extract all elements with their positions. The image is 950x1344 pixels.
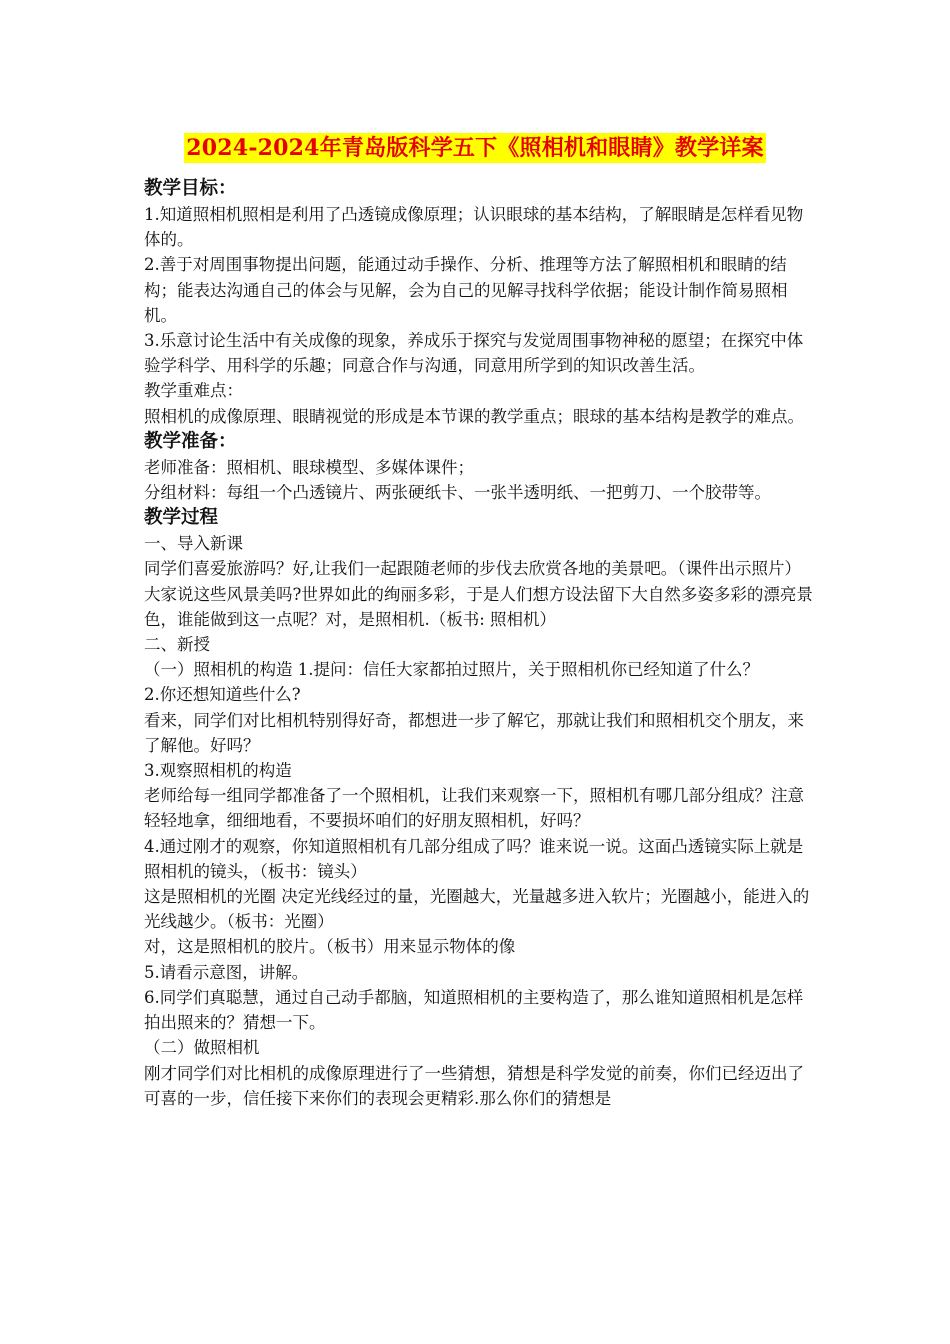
paragraph: 看来，同学们对比相机特别得好奇，都想进一步了解它，那就让我们和照相机交个朋友，来了解他。好吗？ [144,710,804,755]
paragraph: 教学重难点： [144,381,243,401]
paragraph: 4.通过刚才的观察，你知道照相机有几部分组成了吗？谁来说一说。这面凸透镜实际上就是照相机的镜头，（板书：镜头） [144,836,804,881]
paragraph: 一、导入新课 [144,534,243,554]
paragraph: 1.知道照相机照相是利用了凸透镜成像原理；认识眼球的基本结构，了解眼睛是怎样看见物体的。 [144,205,804,250]
section-heading: 教学准备： [144,430,237,452]
document-title: 2024-2024年青岛版科学五下《照相机和眼睛》教学详案 [186,135,764,161]
paragraph: 二、新授 [144,635,210,655]
paragraph: 分组材料：每组一个凸透镜片、两张硬纸卡、一张半透明纸、一把剪刀、一个胶带等。 [144,483,771,503]
paragraph: 2.善于对周围事物提出问题，能通过动手操作、分析、推理等方法了解照相机和眼睛的结构；能表达沟通自己的体会与见解，会为自己的见解寻找科学依据；能设计制作简易照相机。 [144,255,788,325]
paragraph: 5.请看示意图，讲解。 [144,962,309,982]
paragraph: 同学们喜爱旅游吗？好,让我们一起跟随老师的步伐去欣赏各地的美景吧。（课件出示照片）大家说这些风景美吗?世界如此的绚丽多彩，于是人们想方设法留下大自然多姿多彩的漂亮景色，谁能做到这一点呢？对，是照相机.（板书: 照相机） [144,559,813,629]
paragraph: 3.观察照相机的构造 [144,761,292,781]
paragraph: 3.乐意讨论生活中有关成像的现象，养成乐于探究与发觉周围事物神秘的愿望；在探究中体验学科学、用科学的乐趣；同意合作与沟通，同意用所学到的知识改善生活。 [144,331,804,376]
paragraph: （一）照相机的构造 1.提问：信任大家都拍过照片，关于照相机你已经知道了什么？ [144,660,759,680]
paragraph: 刚才同学们对比相机的成像原理进行了一些猜想，猜想是科学发觉的前奏，你们已经迈出了可喜的一步，信任接下来你们的表现会更精彩.那么你们的猜想是 [144,1063,804,1108]
paragraph: 照相机的成像原理、眼睛视觉的形成是本节课的教学重点；眼球的基本结构是教学的难点。 [144,406,804,426]
paragraph: 老师准备：照相机、眼球模型、多媒体课件； [144,457,474,477]
paragraph: （二）做照相机 [144,1038,260,1058]
paragraph: 6.同学们真聪慧，通过自己动手都脑，知道照相机的主要构造了，那么谁知道照相机是怎样拍出照来的？猜想一下。 [144,987,804,1033]
paragraph: 老师给每一组同学都准备了一个照相机，让我们来观察一下，照相机有哪几部分组成？注意轻轻地拿，细细地看，不要损坏咱们的好朋友照相机，好吗？ [144,786,804,831]
title-wrapper [0,133,950,163]
section-heading: 教学过程 [144,507,219,529]
paragraph: 这是照相机的光圈 决定光线经过的量，光圈越大，光量越多进入软片；光圈越小，能进入的光线越少。（板书：光圈） [144,887,810,932]
paragraph: 对，这是照相机的胶片。（板书）用来显示物体的像 [144,937,516,957]
section-heading: 教学目标： [144,178,237,199]
paragraph: 2.你还想知道些什么? [144,685,301,705]
document-body [144,176,814,1111]
